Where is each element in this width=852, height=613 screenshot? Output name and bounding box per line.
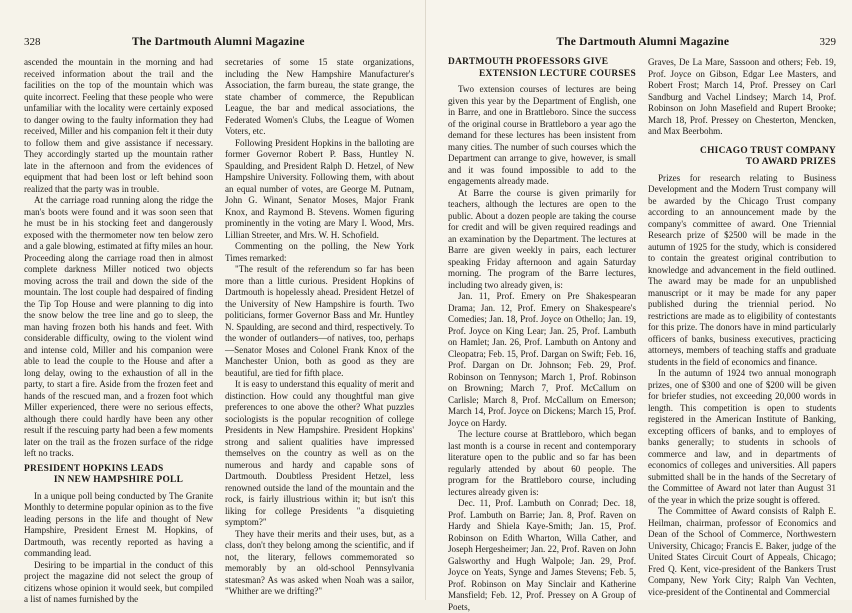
left-page [0, 0, 426, 604]
running-head: The Dartmouth Alumni Magazine [556, 36, 730, 48]
right-column-2 [648, 57, 836, 597]
paragraph: Following President Hopkins in the balloting are former Governor Robert P. Bass, Huntley N. Spaulding, and President Ralph D. Hetzel, of New Hampshire University. Following them, with about an equal number of votes, are George M. Putnam, John G. Winant, Senator Moses, Major Frank Knox, and Raymond B. Stevens. Women figuring prominently in the voting are Mary I. Wood, Mrs. Lillian Streeter, and Mrs. W. H. Schofield. [225, 137, 414, 240]
right-page [426, 0, 852, 612]
left-column-2 [225, 57, 414, 594]
left-column-1 [24, 57, 213, 604]
paragraph: Dec. 11, Prof. Lambuth on Conrad; Dec. 18, Prof. Lambuth on Barrie; Jan. 8, Prof. Raven on Hardy and Shiela Kaye-Smith; Jan. 15, Prof. Robinson on Edith Wharton, Willa Cather, and Joseph Hergesheimer; Jan. 22, Prof. Raven on John Galsworthy and Hugh Walpole; Jan. 29, Prof. Joyce on Yeats, Synge and James Stevens; Feb. 5, Prof. Robinson on May Sinclair and Katherine Mansfield; Feb. 12, Prof. Pressey on A Group of Poets, [448, 498, 636, 612]
heading-line: PRESIDENT HOPKINS LEADS [24, 463, 164, 474]
heading-line: DARTMOUTH PROFESSORS GIVE [448, 57, 609, 67]
left-page-header [24, 36, 414, 48]
paragraph: In the autumn of 1924 two annual monograph prizes, one of $300 and one of $200 will be given for briefer studies, not exceeding 20,000 words in length. This competition is open to students registered in the American Institute of Banking, excepting officers of banks, and to employes of banks generally; to students in schools of commerce and law, and in departments of economics of colleges and universities. All papers submitted shall be in the hands of the Secretary of the Committee of Award not later than August 31 of the year in which the prize sought is offered. [648, 368, 836, 505]
paragraph: At Barre the course is given primarily for teachers, although the lectures are open to the public. About a dozen people are taking the course for credit and will be given required readings and an examination by the Department. The lectures at Barre are given weekly in pairs, each lecturer speaking Friday afternoon and again Saturday morning. The program of the Barre lectures, including two already given, is: [448, 187, 636, 290]
heading-line: TO AWARD PRIZES [745, 157, 836, 167]
heading-line: IN NEW HAMPSHIRE POLL [53, 475, 184, 485]
left-page-columns [24, 57, 414, 604]
paragraph: Two extension courses of lectures are being given this year by the Department of English, one in Barre, and one in Brattleboro. Since the success of the original course in Brattleboro a year ago the demand for these lectures has been insistent from many cities. The number of such courses which the Department can arrange to give, however, is small and it was found impossible to add to the engagements already made. [448, 84, 636, 186]
paragraph: secretaries of some 15 state organizations, including the New Hampshire Manufacturer's Association, the farm bureau, the state grange, the state chamber of commerce, the Republican League, the bar and medical associations, the Federated Women's Clubs, the League of Women Voters, etc. [225, 57, 414, 136]
heading-line: EXTENSION LECTURE COURSES [478, 68, 636, 79]
paragraph: At the carriage road running along the ridge the man's boots were found and it was soon seen that he must be in his stocking feet and dangerously exposed with the thermometer now ten below zero and a gale blowing, estimated at fifty miles an hour. Proceeding along the carriage road then in almost complete darkness Miller noticed two objects moving across the trail and down the side of the mountain. The lost couple had despaired of finding the Tip Top House and were planning to dig into the snow below the tree line and go to sleep, the man having frozen both his hands and feet. With considerable difficulty, owing to the violent wind and intense cold, Miller and his companion were able to lead the couple to the House and after a long delay, owing to the exhaustion of all in the party, to start a fire. Aside from the frozen feet and hands of the rescued man, and a frozen foot which Miller experienced, there were no serious effects, although there could hardly have been any other result if the rescuing party had been a few moments later on the trail as the frozen surface of the ridge left no tracks. [24, 195, 213, 458]
paragraph: They have their merits and their uses, but, as a class, don't they belong among the scientific, and if not, the literary, fellows commemorated so memorably by an old-school Pennsylvania statesman? As was asked when Noah was a sailor, "Whither are we drifting?" [225, 528, 414, 596]
running-head: The Dartmouth Alumni Magazine [131, 36, 305, 48]
right-page-header [448, 36, 836, 48]
right-column-1 [448, 57, 636, 612]
page-number: 328 [24, 36, 41, 48]
article-heading [648, 146, 836, 169]
paragraph: In a unique poll being conducted by The Granite Monthly to determine popular opinion as to the five leading persons in the life and thought of New Hampshire, President Ernest M. Hopkins, of Dartmouth, was recently reported as having a commanding lead. [24, 490, 213, 558]
article-heading [24, 464, 213, 487]
paragraph: The lecture course at Brattleboro, which began last month is a course in recent and contemporary literature open to the public and so far has been regularly attended by about 60 people. The program for the Brattleboro course, including lectures already given is: [448, 429, 636, 497]
page-number: 329 [819, 36, 836, 48]
paragraph: Graves, De La Mare, Sassoon and others; Feb. 19, Prof. Joyce on Gibson, Edgar Lee Masters, and Robert Frost; March 14, Prof. Pressey on Carl Sandburg and Vachel Lindsey; March 14, Prof. Robinson on John Masefield and Rupert Brooke; March 18, Prof. Pressey on Chesterton, Mencken, and Max Beerbohm. [648, 57, 836, 136]
heading-line: CHICAGO TRUST COMPANY [700, 145, 836, 156]
quoted-paragraph: "The result of the referendum so far has been more than a little curious. President Hopkins of Dartmouth is hopelessly ahead. President Hetzel of the University of New Hampshire is fourth. Two politicians, former Governor Bass and Mr. Huntley N. Spaulding, are second and third, respectively. To the wonder of outlanders—of natives, too, perhaps—Senator Moses and Colonel Frank Knox of the Manchester Union, both as good as they are beautiful, are tied for fifth place. [225, 264, 414, 378]
paragraph: The Committee of Award consists of Ralph E. Heilman, chairman, professor of Economics and Dean of the School of Commerce, Northwestern University, Chicago; Francis E. Baker, judge of the United States Circuit Court of Appeals, Chicago; Fred Q. Kent, vice-president of the Bankers Trust Company, New York City; Ralph Van Vechten, vice-president of the Continental and Commercial [648, 506, 836, 597]
paragraph: Prizes for research relating to Business Development and the Modern Trust company will be awarded by the Chicago Trust company according to an announcement made by the company's committee of award. One Triennial Research prize of $2500 will be made in the autumn of 1925 for the study, which is considered to contain the greatest original contribution to knowledge and advancement in the field outlined. The award may be made for an unpublished manuscript or it may be made for any paper published during the triennial period. No restrictions are made as to eligibility of contestants for this prize. The donors have in mind particularly officers of banks, business executives, practicing attorneys, members of teaching staffs and graduate students in the field of economics and finance. [648, 172, 836, 367]
paragraph: Desiring to be impartial in the conduct of this project the magazine did not select the group of citizens whose opinion it would seek, but compiled a list of names furnished by the [24, 559, 213, 604]
paragraph: It is easy to understand this equality of merit and distinction. How could any thoughtful man give preferences to one above the other? What puzzles sociologists is the popular recognition of college Presidents in New Hampshire. President Hopkins' strong and salient qualities have impressed themselves on the country as well as on the numerous and hardy and capable sons of Dartmouth. Doubtless President Hetzel, less renowned outside the land of the mountain and the rock, is fairly illustrious within it; but isn't this liking for college Presidents "a disquieting symptom?" [225, 379, 414, 527]
right-page-columns [448, 57, 836, 612]
paragraph: ascended the mountain in the morning and had received information about the trail and the facilities on the top of the mountain which was quite incorrect. Feeling that these people who were unfamiliar with the locality were certainly exposed to danger owing to the faulty information they had received, Miller and his companion felt it their duty to follow them and give assistance if necessary. They accordingly started up the mountain rather late in the afternoon and from the evidences of equipment that had been lost or left behind soon realized that the party was in trouble. [24, 57, 213, 194]
article-heading [448, 57, 636, 80]
paragraph: Commenting on the polling, the New York Times remarked: [225, 241, 414, 263]
paragraph: Jan. 11, Prof. Emery on Pre Shakespearan Drama; Jan. 12, Prof. Emery on Shakespeare's Comedies; Jan. 18, Prof. Joyce on Othello; Jan. 19, Prof. Joyce on King Lear; Jan. 25, Prof. Lambuth on Hamlet; Jan. 26, Prof. Lambuth on Antony and Cleopatra; Feb. 15, Prof. Dargan on Swift; Feb. 16, Prof. Dargan on Dr. Johnson; Feb. 29, Prof. Robinson on Tennyson; March 1, Prof. Robinson on Browning; March 7, Prof. McCallum on Carlisle; March 8, Prof. McCallum on Emerson; March 14, Prof. Joyce on Dickens; March 15, Prof. Joyce on Hardy. [448, 291, 636, 428]
